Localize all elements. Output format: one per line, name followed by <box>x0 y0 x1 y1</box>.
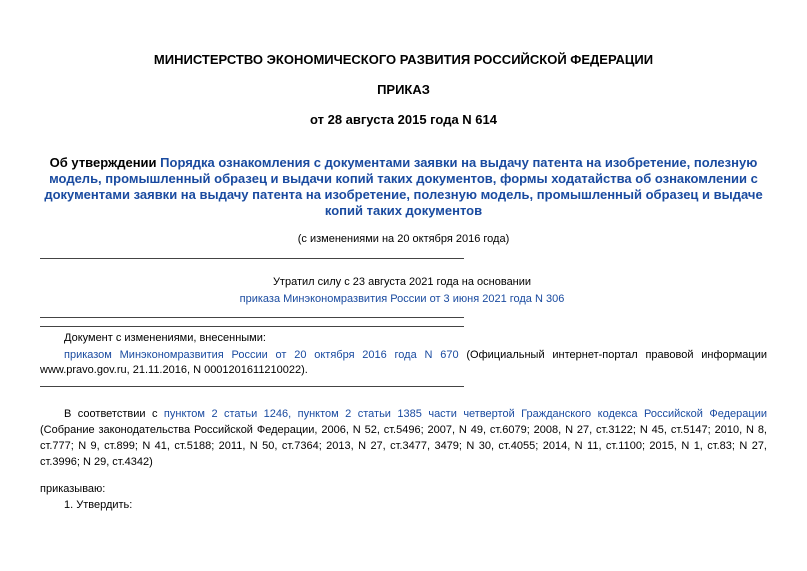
divider <box>40 317 464 318</box>
changes-label: Документ с изменениями, внесенными: <box>64 332 266 344</box>
document-type: ПРИКАЗ <box>377 82 430 97</box>
changes-paragraph <box>40 348 767 378</box>
divider <box>40 386 464 387</box>
preamble-paragraph <box>40 406 767 470</box>
changes-order-link[interactable]: приказом Минэкономразвития России от 20 октября 2016 года N 670 <box>64 349 459 361</box>
divider <box>40 326 464 327</box>
title-prefix: Об утверждении <box>49 155 161 170</box>
title-link[interactable]: Порядка ознакомления с документами заявки на выдачу патента на изобретение, полезную модель, промышленный образец и выдачи копий таких документов, формы ходатайства об ознакомлении с документами заявки на выдачу патента на изобретение, полезную модель, промышленный образец и выдаче копий таких документов <box>44 155 763 218</box>
changes-source: (Официальный интернет-портал правовой информации www.pravo.gov.ru, 21.11.2016, N 0001201611210022). <box>40 349 768 376</box>
document-title <box>38 155 769 219</box>
preamble-start: В соответствии с <box>64 408 164 420</box>
amendments-note: (с изменениями на 20 октября 2016 года) <box>297 233 510 245</box>
document-date-number: от 28 августа 2015 года N 614 <box>310 112 497 127</box>
expired-order-link[interactable]: приказа Минэкономразвития России от 3 июня 2021 года N 306 <box>239 293 565 305</box>
expired-note: Утратил силу с 23 августа 2021 года на основании <box>272 276 532 288</box>
preamble-sources: (Собрание законодательства Российской Федерации, 2006, N 52, ст.5496; 2007, N 49, ст.6079; 2008, N 27, ст.3122; N 45, ст.5147; 2010, N 8, ст.777; N 9, ст.899; N 41, ст.5188; 2011, N 50, ст.7364; 2013, N 27, ст.3477, 3479; N 30, ст.4055; 2014, N 11, ст.1100; 2015, N 1, ст.83; N 27, ст.3996; N 29, ст.4342) <box>40 424 767 468</box>
divider <box>40 258 464 259</box>
civil-code-link[interactable]: пунктом 2 статьи 1246, пунктом 2 статьи 1385 части четвертой Гражданского кодекса Российской Федерации <box>163 408 767 420</box>
item-1: 1. Утвердить: <box>64 499 133 511</box>
order-word: приказываю: <box>40 483 106 495</box>
ministry-heading: МИНИСТЕРСТВО ЭКОНОМИЧЕСКОГО РАЗВИТИЯ РОССИЙСКОЙ ФЕДЕРАЦИИ <box>153 52 654 67</box>
